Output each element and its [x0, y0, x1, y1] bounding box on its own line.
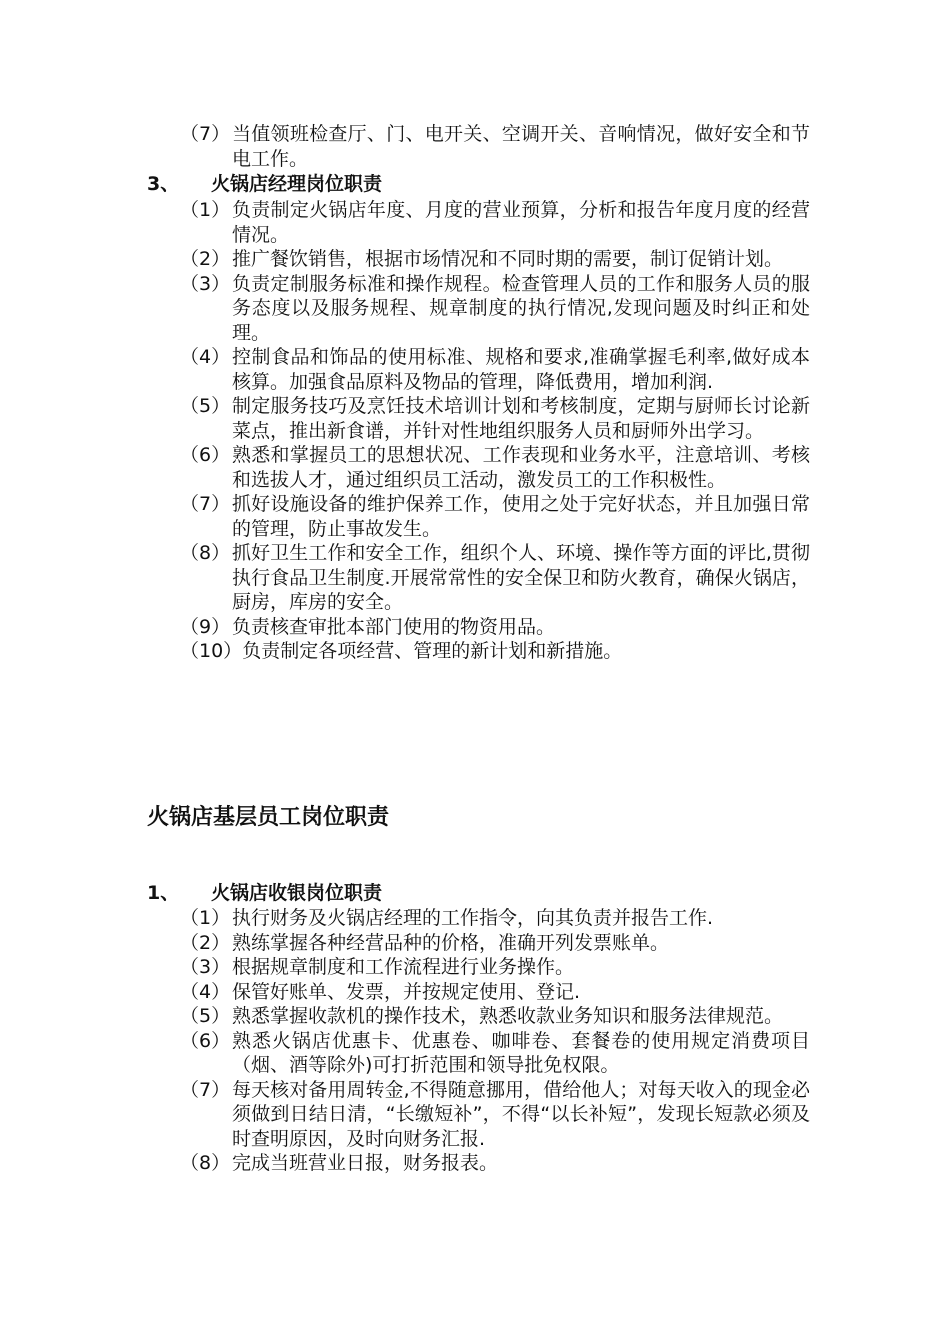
item-number: （2） — [180, 248, 231, 270]
page-heading: 火锅店基层员工岗位职责 — [147, 805, 390, 830]
item-number: （7） — [180, 123, 231, 145]
item-number: （5） — [180, 1005, 231, 1027]
item-text: 完成当班营业日报，财务报表。 — [232, 1152, 499, 1174]
item-number: （6） — [180, 1029, 231, 1052]
list-item — [180, 247, 810, 272]
item-number: （2） — [180, 931, 231, 954]
item-text: 制定服务技巧及烹饪技术培训计划和考核制度，定期与厨师长讨论新菜点，推出新食谱，并针对性地组织服务人员和厨师外出学习。 — [232, 395, 810, 442]
list-block-section1 — [180, 906, 810, 1176]
item-number: （3） — [180, 272, 231, 295]
item-text: 负责核查审批本部门使用的物资用品。 — [232, 615, 556, 638]
list-block-section3 — [180, 198, 810, 664]
list-item — [180, 443, 810, 492]
item-number: （1） — [180, 199, 231, 221]
list-item — [180, 931, 810, 956]
item-text: 负责制定各项经营、管理的新计划和新措施。 — [242, 640, 623, 662]
list-item — [180, 1004, 810, 1029]
item-number: （10） — [180, 640, 243, 662]
item-text: 推广餐饮销售，根据市场情况和不同时期的需要，制订促销计划。 — [232, 248, 784, 270]
list-item — [180, 1151, 810, 1176]
item-text: 抓好设施设备的维护保养工作，使用之处于完好状态，并且加强日常的管理，防止事故发生。 — [232, 493, 810, 540]
item-number: （7） — [180, 493, 231, 515]
item-text: 保管好账单、发票，并按规定使用、登记. — [232, 980, 581, 1003]
item-text: 熟悉和掌握员工的思想状况、工作表现和业务水平，注意培训、考核和选拔人才，通过组织员工活动，激发员工的工作积极性。 — [232, 444, 810, 491]
item-text: 负责制定火锅店年度、月度的营业预算，分析和报告年度月度的经营情况。 — [232, 199, 810, 246]
item-text: 当值领班检查厅、门、电开关、空调开关、音响情况，做好安全和节电工作。 — [232, 123, 810, 170]
list-item — [180, 1078, 810, 1152]
item-text: 控制食品和饰品的使用标准、规格和要求,准确掌握毛利率,做好成本核算。加强食品原料及物品的管理，降低费用，增加利润. — [232, 346, 810, 393]
item-text: 负责定制服务标准和操作规程。检查管理人员的工作和服务人员的服务态度以及服务规程、规章制度的执行情况,发现问题及时纠正和处理。 — [232, 272, 810, 344]
item-text: 熟练掌握各种经营品种的价格，准确开列发票账单。 — [232, 931, 670, 954]
section-title: 火锅店经理岗位职责 — [211, 173, 383, 195]
section-title: 火锅店收银岗位职责 — [211, 882, 383, 904]
list-item — [180, 492, 810, 541]
item-number: （6） — [180, 444, 231, 466]
section-heading-1 — [147, 881, 382, 906]
item-text: 熟悉火锅店优惠卡、优惠卷、咖啡卷、套餐卷的使用规定消费项目（烟、酒等除外)可打折范围和领导批免权限。 — [232, 1029, 810, 1076]
list-item — [180, 345, 810, 394]
list-block-0 — [180, 122, 810, 171]
item-text: 熟悉掌握收款机的操作技术，熟悉收款业务知识和服务法律规范。 — [232, 1005, 784, 1027]
item-text: 执行财务及火锅店经理的工作指令，向其负责并报告工作. — [232, 907, 714, 929]
list-item — [180, 615, 810, 640]
item-text: 抓好卫生工作和安全工作，组织个人、环境、操作等方面的评比,贯彻执行食品卫生制度.开展常常性的安全保卫和防火教育，确保火锅店，厨房，库房的安全。 — [232, 542, 810, 613]
list-item — [180, 1029, 810, 1078]
list-item — [180, 906, 810, 931]
section-heading-3 — [147, 172, 382, 197]
list-item — [180, 541, 810, 615]
list-item — [180, 272, 810, 346]
item-text: 每天核对备用周转金,不得随意挪用，借给他人；对每天收入的现金必须做到日结日清，“长缴短补”，不得“以长补短”，发现长短款必须及时查明原因，及时向财务汇报. — [232, 1078, 810, 1150]
item-number: （3） — [180, 956, 231, 978]
item-number: （8） — [180, 542, 231, 564]
item-number: （4） — [180, 346, 231, 368]
item-number: （4） — [180, 980, 231, 1003]
item-number: （8） — [180, 1152, 231, 1174]
section-number: 1、 — [147, 882, 180, 904]
list-item — [180, 639, 810, 664]
list-item — [180, 122, 810, 171]
list-item — [180, 198, 810, 247]
list-item — [180, 955, 810, 980]
item-number: （9） — [180, 615, 231, 638]
section-number: 3、 — [147, 173, 180, 195]
list-item — [180, 394, 810, 443]
list-item — [180, 980, 810, 1005]
item-number: （1） — [180, 907, 231, 929]
item-number: （7） — [180, 1078, 231, 1101]
item-number: （5） — [180, 395, 231, 417]
item-text: 根据规章制度和工作流程进行业务操作。 — [232, 956, 575, 978]
